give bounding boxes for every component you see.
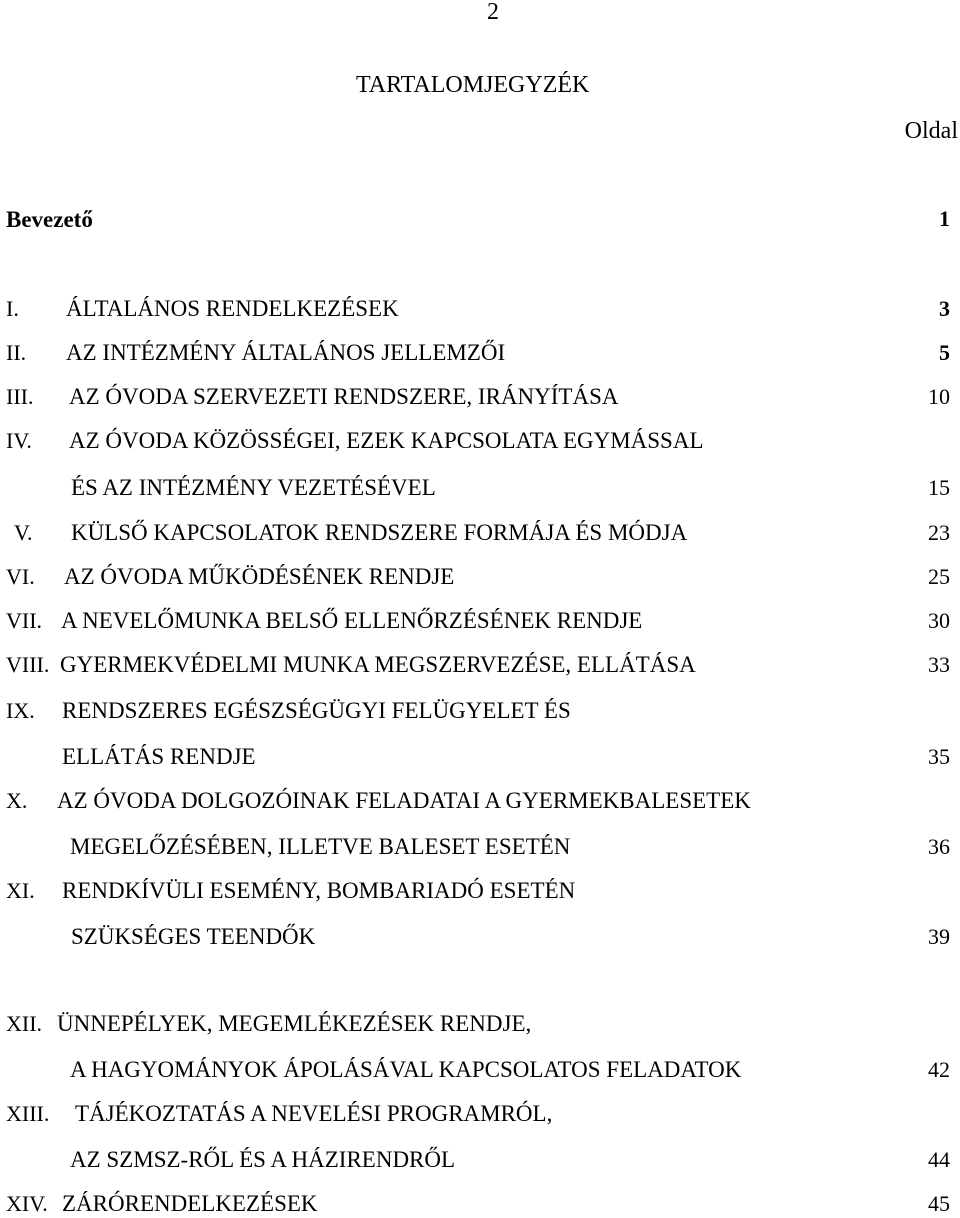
toc-entry-page: 45 [928,1191,950,1216]
toc-entry-title: AZ INTÉZMÉNY ÁLTALÁNOS JELLEMZŐI [66,340,506,365]
toc-entry-page: 25 [928,564,950,589]
toc-entry-title: TÁJÉKOZTATÁS A NEVELÉSI PROGRAMRÓL, [75,1101,553,1126]
toc-entry-number: IV. [6,428,32,453]
toc-entry-number: VII. [6,608,43,633]
toc-entry-page: 15 [928,475,950,500]
toc-intro-label: Bevezető [6,207,93,232]
toc-entry-number: X. [6,788,28,813]
toc-entry-title-continued: MEGELŐZÉSÉBEN, ILLETVE BALESET ESETÉN [70,834,571,859]
toc-entry-number: III. [6,384,34,409]
toc-entry-page: 10 [928,384,950,409]
toc-entry-title: RENDKÍVÜLI ESEMÉNY, BOMBARIADÓ ESETÉN [62,878,576,903]
toc-entry-number: VI. [6,564,35,589]
toc-entry-number: I. [6,296,19,321]
toc-entry-number: VIII. [6,652,50,677]
toc-entry-title-continued: A HAGYOMÁNYOK ÁPOLÁSÁVAL KAPCSOLATOS FELADATOK [70,1057,742,1082]
toc-entry-title: RENDSZERES EGÉSZSÉGÜGYI FELÜGYELET ÉS [62,698,571,723]
toc-entry-title: ZÁRÓRENDELKEZÉSEK [62,1191,318,1216]
toc-entry-page: 5 [939,340,950,365]
toc-entry-title: AZ ÓVODA MŰKÖDÉSÉNEK RENDJE [64,564,455,589]
toc-entry-title-continued: SZÜKSÉGES TEENDŐK [71,924,316,949]
toc-entry-page: 36 [928,834,950,859]
toc-entry-page: 30 [928,608,950,633]
page-column-header: Oldal [904,118,958,144]
toc-entry-title: ÜNNEPÉLYEK, MEGEMLÉKEZÉSEK RENDJE, [57,1011,532,1036]
toc-entry-title: AZ ÓVODA KÖZÖSSÉGEI, EZEK KAPCSOLATA EGYMÁSSAL [69,428,704,453]
toc-entry-number: XIII. [6,1101,50,1126]
toc-entry-number: IX. [6,698,35,723]
toc-entry-title-continued: ELLÁTÁS RENDJE [62,744,256,769]
toc-entry-number: V. [14,520,33,545]
toc-entry-page: 42 [928,1057,950,1082]
toc-entry-number: II. [6,340,27,365]
toc-entry-title: ÁLTALÁNOS RENDELKEZÉSEK [66,296,399,321]
page-number: 2 [487,0,499,25]
toc-entry-title-continued: ÉS AZ INTÉZMÉNY VEZETÉSÉVEL [71,475,436,500]
toc-entry-page: 35 [928,744,950,769]
toc-entry-title-continued: AZ SZMSZ-RŐL ÉS A HÁZIRENDRŐL [70,1147,456,1172]
toc-entry-title: GYERMEKVÉDELMI MUNKA MEGSZERVEZÉSE, ELLÁTÁSA [60,652,696,677]
toc-entry-page: 44 [928,1147,950,1172]
toc-entry-title: KÜLSŐ KAPCSOLATOK RENDSZERE FORMÁJA ÉS MÓDJA [71,520,688,545]
toc-intro-page: 1 [939,206,950,231]
toc-entry-page: 23 [928,520,950,545]
page-title: TARTALOMJEGYZÉK [356,72,590,98]
toc-entry-number: XI. [6,878,35,903]
toc-entry-page: 33 [928,652,950,677]
toc-entry-page: 3 [939,296,950,321]
toc-entry-title: AZ ÓVODA SZERVEZETI RENDSZERE, IRÁNYÍTÁSA [69,384,619,409]
toc-entry-title: AZ ÓVODA DOLGOZÓINAK FELADATAI A GYERMEKBALESETEK [57,788,751,813]
toc-entry-number: XII. [6,1011,43,1036]
toc-entry-title: A NEVELŐMUNKA BELSŐ ELLENŐRZÉSÉNEK RENDJE [61,608,643,633]
toc-entry-number: XIV. [6,1191,48,1216]
toc-entry-page: 39 [928,924,950,949]
